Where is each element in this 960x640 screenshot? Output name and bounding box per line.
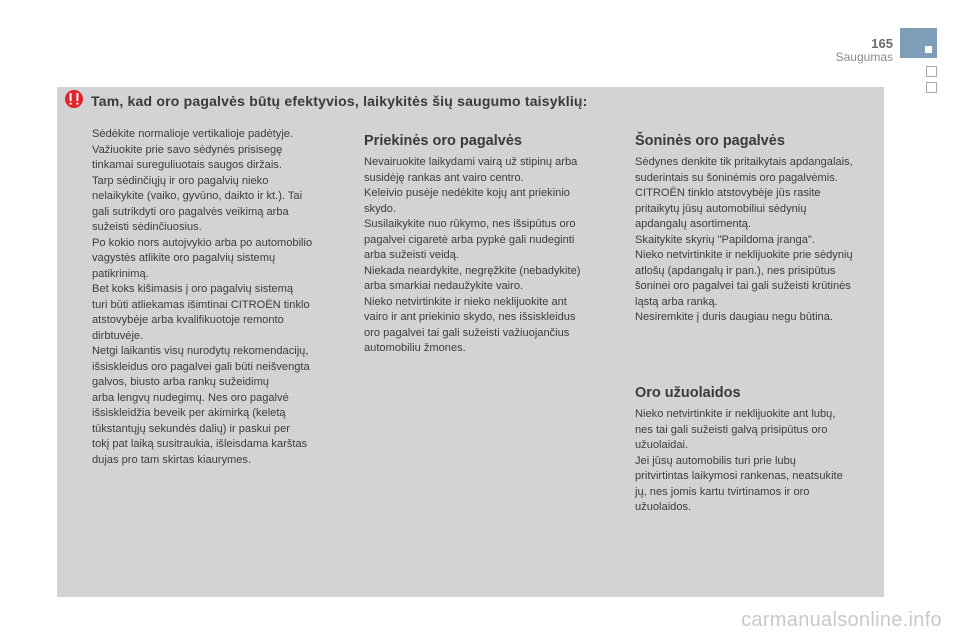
body-text-line: arba sužeisti veidą. (364, 249, 459, 261)
curtain-airbags-column (635, 383, 880, 516)
nav-square-2 (926, 82, 937, 93)
body-text-line: Sėdėkite normalioje vertikalioje padėtyje. (92, 128, 294, 140)
body-text-line: ląstą arba ranką. (635, 295, 718, 308)
body-text-line: Bet koks kišimasis į oro pagalvių sistemą (92, 283, 293, 295)
body-text-line: arba lengvų nudegimų. Nes oro pagalvė (92, 391, 289, 404)
body-text-line: oro pagalvei tai gali sužeisti važiuojančius (364, 326, 570, 339)
body-text-line: Nieko netvirtinkite ir neklijuokite prie sėdynių (635, 249, 853, 261)
body-text-line: Nieko netvirtinkite ir neklijuokite ant lubų, (635, 408, 836, 420)
body-text-line: Susilaikykite nuo rūkymo, nes išsipūtus oro (364, 218, 576, 230)
body-text-line: susidėję rankas ant vairo centro. (364, 171, 524, 184)
body-text-line: Skaitykite skyrių "Papildoma įranga". (635, 233, 815, 246)
body-text-line: Sėdynes denkite tik pritaikytais apdangalais, (635, 156, 853, 168)
body-text-line: dirbtuvėje. (92, 329, 144, 342)
body-text-line: skydo. (364, 202, 397, 215)
watermark: carmanualsonline.info (741, 609, 942, 631)
body-text-line: apdangalų asortimentą. (635, 218, 751, 230)
body-text-line: Nesiremkite į duris daugiau negu būtina. (635, 311, 833, 323)
body-text-line: vagystės atlikite oro pagalvių sistemų (92, 252, 276, 264)
body-text-line: jų, nes jomis kartu tvirtinamos ir oro (635, 485, 810, 498)
body-text-line: Nevairuokite laikydami vairą už stipinų arba (364, 156, 578, 168)
body-text-line: atlošų (apdangalų ir pan.), nes prisipūtus (635, 264, 836, 277)
left-column (92, 127, 354, 468)
curtain-airbags-heading: Oro užuolaidos (635, 385, 741, 401)
warning-exclamation-icon (65, 89, 83, 109)
body-text-line: galvos, biusto arba rankų sužeidimų (92, 376, 269, 388)
body-text-line: išsiskleidus oro pagalvei gali būti neišvengta (92, 360, 310, 373)
body-text-line: Tarp sėdinčiųjų ir oro pagalvių nieko (92, 174, 269, 187)
body-text-line: išsiskleidžia beveik per akimirką (keletą (92, 407, 286, 419)
body-text-line: atstovybėje arba kvalifikuotoje remonto (92, 314, 284, 326)
body-text-line: dujas pro tam skirtas kiaurymes. (92, 453, 252, 466)
body-text-line: pagalvei cigaretė arba pypkė gali nudeginti (364, 233, 575, 246)
body-text-line: turi būti atliekamas išimtinai CITROËN tinklo (92, 298, 310, 311)
body-text-line: Netgi laikantis visų nurodytų rekomendacijų, (92, 345, 309, 357)
nav-square-1 (926, 66, 937, 77)
side-airbags-heading: Šoninės oro pagalvės (635, 133, 785, 149)
body-text-line: tūkstantųjų sekundės dalių) ir paskui per (92, 422, 290, 435)
front-airbags-heading: Priekinės oro pagalvės (364, 133, 522, 149)
body-text-line: sužeisti sėdinčiuosius. (92, 221, 202, 233)
body-text-line: nes tai gali sužeisti galvą prisipūtus oro (635, 423, 828, 436)
body-text-line: šoninei oro pagalvei tai gali sužeisti krūtinės (635, 280, 851, 292)
chapter-tab (900, 28, 937, 58)
body-text-line: patikrinimą. (92, 267, 149, 280)
body-text-line: tokį pat laiką susitraukia, išleisdama karštas (92, 438, 308, 450)
section-name: Saugumas (835, 50, 893, 64)
body-text-line: nelaikykite (vaiko, gyvūno, daikto ir kt.). Tai (92, 190, 303, 202)
body-text-line: užuolaidos. (635, 501, 692, 513)
body-text-line: CITROËN tinklo atstovybėje jūs rasite (635, 187, 821, 199)
front-airbags-column (364, 131, 614, 357)
body-text-line: tinkamai sureguliuotais saugos diržais. (92, 159, 282, 171)
body-text-line: Nieko netvirtinkite ir nieko neklijuokite ant (364, 295, 567, 308)
body-text-line: vairo ir ant priekinio skydo, nes išsiskleidus (364, 311, 576, 323)
body-text-line: Niekada neardykite, negręžkite (nebadykite) (364, 264, 581, 277)
body-text-line: pritvirtintas laikymosi rankenas, neatsukite (635, 470, 843, 482)
side-airbags-column (635, 131, 880, 326)
body-text-line: Keleivio pusėje nedėkite kojų ant priekinio (364, 187, 570, 199)
body-text-line: automobiliu žmones. (364, 342, 466, 354)
body-text-line: Važiuokite prie savo sėdynės prisisegę (92, 143, 283, 156)
body-text-line: arba smarkiai nedaužykite vairo. (364, 280, 524, 292)
tab-dot-icon (925, 46, 932, 53)
body-text-line: Jei jūsų automobilis turi prie lubų (635, 454, 796, 467)
body-text-line: užuolaidai. (635, 439, 689, 451)
body-text-line: gali sutrikdyti oro pagalvės veikimą arba (92, 205, 289, 218)
body-text-line: pritaikytų jūsų automobiliui sėdynių (635, 202, 807, 215)
page-number: 165 (871, 36, 893, 51)
body-text-line: suderintais su šoninėmis oro pagalvėmis. (635, 171, 838, 184)
panel-title: Tam, kad oro pagalvės būtų efektyvios, laikykitės šių saugumo taisyklių: (91, 93, 588, 109)
body-text-line: Po kokio nors autojvykio arba po automobilio (92, 236, 313, 249)
